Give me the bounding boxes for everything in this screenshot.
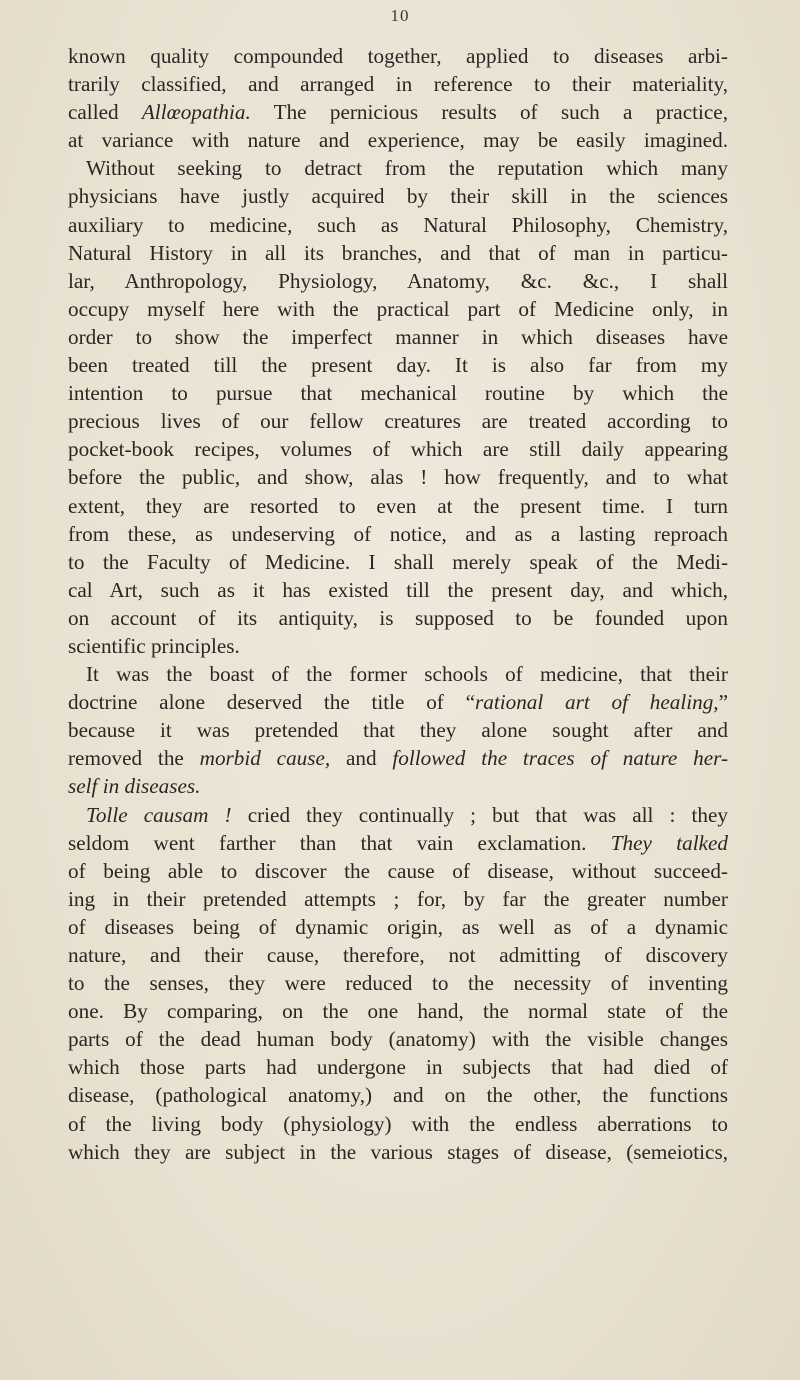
text-segment: before the public, and show, alas ! how frequently, and to what [68,465,728,490]
text-line [68,604,728,632]
text-line [68,801,728,829]
text-line [68,323,728,351]
text-segment: which they are subject in the various stages of disease, (semeiotics, [68,1139,728,1164]
text-line [68,154,728,182]
text-segment: It was the boast of the former schools of medicine, that their [86,662,728,687]
text-segment: disease, (pathological anatomy,) and on the other, the functions [68,1083,728,1108]
text-segment: cried they continually ; but that was all : they [231,802,728,827]
text-segment: auxiliary to medicine, such as Natural Philosophy, Chemistry, [68,212,728,237]
text-segment: physicians have justly acquired by their skill in the sciences [68,184,728,209]
text-line [68,520,728,548]
text-segment: Without seeking to detract from the reputation which many [86,156,728,181]
text-segment: extent, they are resorted to even at the present time. I turn [68,493,728,518]
text-segment: of the living body (physiology) with the endless aberrations to [68,1111,728,1136]
text-line [68,548,728,576]
text-segment: from these, as undeserving of notice, and as a lasting reproach [68,521,728,546]
text-line [68,463,728,491]
text-line [68,969,728,997]
italic-text: They talked [610,830,728,855]
text-line [68,576,728,604]
text-line [68,688,728,716]
text-line [68,997,728,1025]
text-line [68,267,728,295]
text-segment: to the senses, they were reduced to the necessity of inventing [68,971,728,996]
italic-text: Tolle causam ! [86,802,232,827]
text-segment: seldom went farther than that vain exclamation. [68,830,611,855]
italic-text: rational art of healing, [475,690,719,715]
text-line [68,379,728,407]
text-segment: to the Faculty of Medicine. I shall merely speak of the Medi- [68,549,728,574]
italic-text: followed the traces of nature her- [392,746,728,771]
text-line [68,744,728,772]
text-segment: pocket-book recipes, volumes of which are still daily appearing [68,437,728,462]
text-line [68,492,728,520]
text-segment: doctrine alone deserved the title of “ [68,690,475,715]
text-line [68,239,728,267]
text-segment: ” [718,690,728,715]
text-segment: known quality compounded together, applied to diseases arbi- [68,44,728,68]
text-segment: and [330,746,393,771]
text-segment: scientific principles. [68,633,240,658]
text-line [68,351,728,379]
italic-text: Allœopathia. [141,100,251,125]
italic-text: self in diseases. [68,774,201,799]
text-segment: Natural History in all its branches, and that of man in particu- [68,240,728,265]
text-line [68,716,728,744]
text-line [68,98,728,126]
text-line [68,70,728,98]
text-segment: trarily classified, and arranged in reference to their materiality, [68,72,728,97]
text-line [68,941,728,969]
text-segment: occupy myself here with the practical part of Medicine only, in [68,296,728,321]
text-line [68,435,728,463]
text-segment: precious lives of our fellow creatures are treated according to [68,409,728,434]
text-line [68,1081,728,1109]
text-segment: been treated till the present day. It is also far from my [68,353,728,378]
text-line [68,885,728,913]
text-segment: because it was pretended that they alone sought after and [68,718,728,743]
text-line [68,42,728,70]
text-line [68,913,728,941]
text-line [68,211,728,239]
body-text [68,42,728,1166]
text-segment: on account of its antiquity, is supposed to be founded upon [68,605,728,630]
text-segment: of being able to discover the cause of disease, without succeed- [68,858,728,883]
text-segment: removed the [68,746,200,771]
text-segment: of diseases being of dynamic origin, as well as of a dynamic [68,914,728,939]
text-line [68,1110,728,1138]
text-line [68,182,728,210]
text-line [68,632,728,660]
text-segment: lar, Anthropology, Physiology, Anatomy, &c. &c., I shall [68,268,728,293]
text-segment: which those parts had undergone in subjects that had died of [68,1055,728,1080]
italic-text: morbid cause, [199,746,331,771]
text-segment: order to show the imperfect manner in which diseases have [68,324,728,349]
text-segment: at variance with nature and experience, may be easily imagined. [68,128,728,153]
text-line [68,1025,728,1053]
text-line [68,772,728,800]
text-line [68,1138,728,1166]
text-segment: called [68,100,142,125]
page-number: 10 [390,6,410,25]
text-line [68,1053,728,1081]
text-segment: parts of the dead human body (anatomy) with the visible changes [68,1027,728,1052]
text-line [68,126,728,154]
text-line [68,829,728,857]
text-segment: cal Art, such as it has existed till the present day, and which, [68,577,728,602]
text-segment: one. By comparing, on the one hand, the normal state of the [68,999,728,1024]
text-segment: nature, and their cause, therefore, not admitting of discovery [68,943,728,967]
text-segment: intention to pursue that mechanical routine by which the [68,381,728,406]
text-line [68,407,728,435]
text-segment: The pernicious results of such a practice, [250,100,728,125]
text-line [68,857,728,885]
text-line [68,660,728,688]
text-line [68,295,728,323]
text-segment: ing in their pretended attempts ; for, by far the greater number [68,886,728,911]
